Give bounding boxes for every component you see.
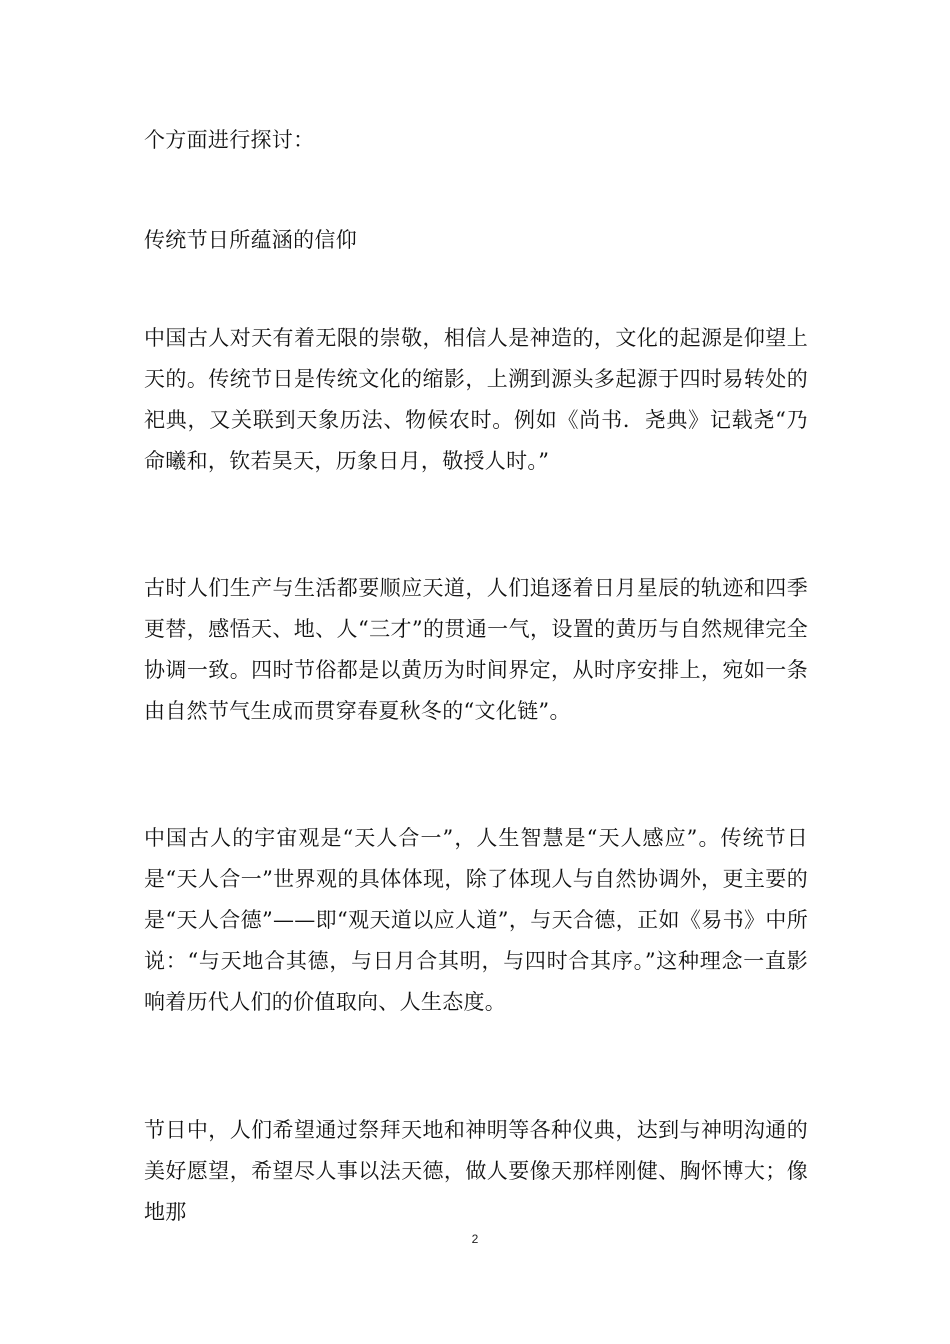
page-number: 2: [471, 1232, 479, 1246]
paragraph-cosmology: 中国古人的宇宙观是“天人合一”，人生智慧是“天人感应”。传统节日是“天人合一”世界观的具体体现，除了体现人与自然协调外，更主要的是“天人合德”——即“观天道以应人道”，与天合德，正如《易书》中所说：“与天地合其德，与日月合其明，与四时合其序。”这种理念一直影响着历代人们的价值取向、人生态度。: [144, 826, 808, 1014]
section-heading: 传统节日所蕴涵的信仰: [144, 228, 357, 252]
paragraph-festival-rites: 节日中，人们希望通过祭拜天地和神明等各种仪典，达到与神明沟通的美好愿望，希望尽人事以法天德，做人要像天那样刚健、胸怀博大；像地那: [144, 1118, 808, 1224]
paragraph-intro-fragment: 个方面进行探讨：: [144, 128, 315, 152]
paragraph-ancient-reverence: 中国古人对天有着无限的崇敬，相信人是神造的，文化的起源是仰望上天的。传统节日是传统文化的缩影，上溯到源头多起源于四时易转处的祀典，又关联到天象历法、物候农时。例如《尚书．尧典》记载尧“乃命曦和，钦若昊天，历象日月，敬授人时。”: [144, 326, 808, 473]
paragraph-heavenly-way: 古时人们生产与生活都要顺应天道，人们追逐着日月星辰的轨迹和四季更替，感悟天、地、人“三才”的贯通一气，设置的黄历与自然规律完全协调一致。四时节俗都是以黄历为时间界定，从时序安排上，宛如一条由自然节气生成而贯穿春夏秋冬的“文化链”。: [144, 576, 808, 723]
